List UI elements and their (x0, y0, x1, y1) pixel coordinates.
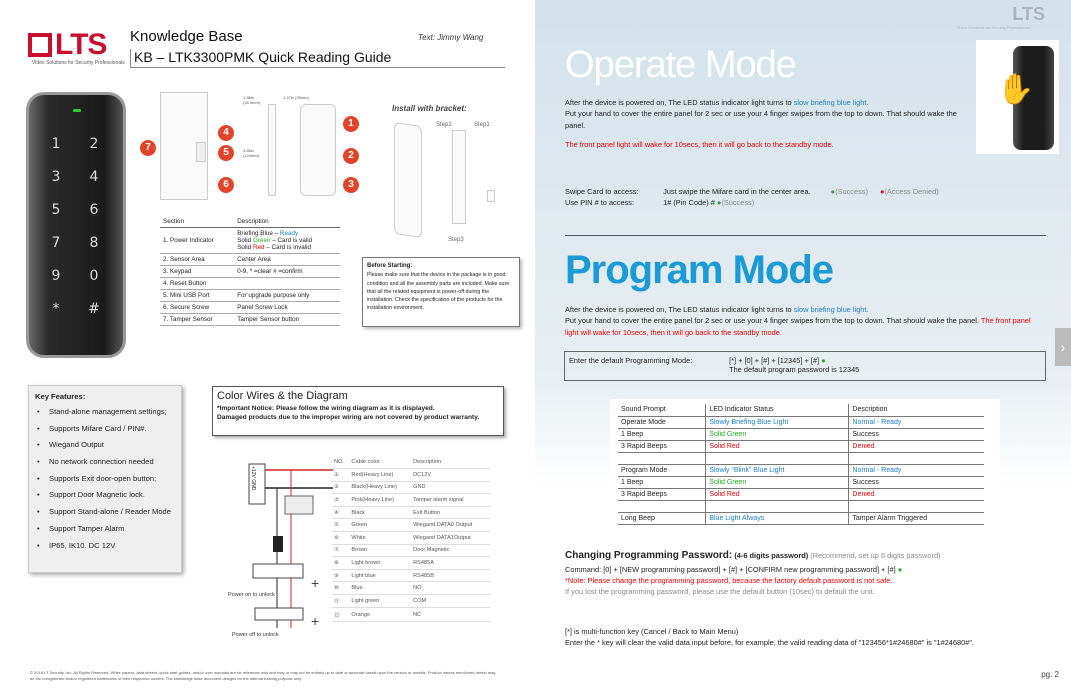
wire-color: Light brown (349, 557, 411, 570)
feature-item: • Wiegand Output (35, 440, 175, 449)
desc-cell: Normal - Ready (849, 464, 984, 476)
page-number: pg. 2 (1041, 670, 1059, 679)
bracket-title: Install with bracket: (392, 104, 467, 113)
wire-th: Description (411, 456, 490, 469)
spec-desc: For upgrade purpose only (234, 290, 340, 302)
sound-th: Description (849, 404, 984, 416)
pm-warning: The front panel light will wake for 10secs, then it will go back to the standby mode. (565, 316, 1031, 337)
feature-item: • IP65, IK10. DC 12V (35, 541, 175, 550)
wire-color: Black (349, 506, 411, 519)
operate-mode-heading: Operate Mode (565, 44, 796, 86)
feature-item: • Support Tamper Alarm (35, 524, 175, 533)
led-cell: Solid Green (706, 476, 849, 488)
sound-cell: Long Beep (618, 512, 706, 524)
spec-section: 7. Tamper Sensor (160, 314, 234, 326)
sound-th: Sound Prompt (618, 404, 706, 416)
step2-label: Step2 (436, 122, 452, 128)
callout-5: 5 (218, 145, 234, 161)
desc-cell (849, 500, 984, 512)
pm-highlight: slow briefing blue light (793, 305, 867, 314)
spec-section: 6. Secure Screw (160, 302, 234, 314)
callout-3: 3 (343, 177, 359, 193)
features-list (35, 407, 175, 550)
psu-label: +12V GND (250, 466, 256, 491)
key: # (88, 301, 100, 317)
side-view-drawing (268, 104, 276, 196)
desc-line: Briefing Blue – Ready (237, 230, 299, 237)
sound-cell: Operate Mode (618, 416, 706, 428)
spec-section: 2. Sensor Area (160, 254, 234, 266)
lts-logo-faded: LTS (1012, 4, 1045, 24)
usb-port-drawing (196, 142, 206, 162)
green-led-icon: ● (821, 356, 826, 365)
key-features-box (28, 385, 182, 573)
kb-subtitle: KB – LTK3300PMK Quick Reading Guide (130, 49, 505, 68)
chg-cmd: Command: [0] + [NEW programming password] + [#] + [CONFIRM new programming password] + [#] (565, 564, 896, 574)
device-keypad (37, 135, 117, 333)
chg-note: *Note: Please change the programming password, because the factory default password is not safe. (565, 575, 893, 585)
step3-label: Step3 (448, 237, 464, 243)
th-section: Section (160, 216, 234, 228)
chg-heading (565, 548, 1055, 564)
op-line-1: After the device is powered on, The LED status indicator light turns to slow briefing blue light. (565, 98, 869, 107)
right-page (535, 0, 1071, 696)
swipe-label: Swipe Card to access: (565, 187, 639, 196)
plus-sign: + (311, 613, 320, 629)
desc-cell: Denied (849, 488, 984, 500)
led-cell: Slowly “Blink” Blue Light (706, 464, 849, 476)
wire-color: Black(Heavy Line) (349, 481, 411, 494)
wire-no: ⑦ (332, 544, 349, 557)
sound-cell: 3 Rapid Beeps (618, 488, 706, 500)
key: 8 (89, 235, 99, 251)
sound-th: LED Indicator Status (706, 404, 849, 416)
pin-line (565, 197, 1035, 208)
green-led-icon: ● (830, 187, 836, 196)
wire-desc: NC (411, 608, 490, 621)
wire-desc: Tamper alarm signal (411, 494, 490, 507)
before-starting-box (362, 257, 520, 327)
bracket-plate-drawing (452, 130, 466, 224)
wire-color: Blue (349, 582, 411, 595)
desc-line: Solid Red – Card is invalid (237, 244, 312, 251)
power-on-label: Power on to unlock (228, 592, 275, 598)
star-key-section (565, 626, 1065, 649)
spec-table (160, 216, 340, 326)
wire-color: Pink(Heavy Line) (349, 494, 411, 507)
program-mode-heading: Program Mode (565, 248, 834, 292)
wire-color: Green (349, 519, 411, 532)
feature-item: • Support Door Magnetic lock. (35, 490, 175, 499)
before-text: Please make sure that the device in the package is in good condition and all the assembly parts are included. Make sure that all the related equipment is power-off during the installation. Check the specification of the products for the installation environment. (367, 272, 510, 312)
wires-title: Color Wires & the Diagram (217, 390, 348, 402)
star-title: [*] is multi-function key (Cancel / Back to Main Menu) (565, 627, 739, 636)
callout-6: 6 (218, 177, 234, 193)
sound-cell: 1 Beep (618, 476, 706, 488)
kb-title: Knowledge Base (130, 28, 243, 45)
wire-desc: Wiegand DATA1Output (411, 532, 490, 545)
lock-on (253, 564, 303, 578)
sound-table-card (610, 399, 1000, 525)
swipe-text: Just swipe the Mifare card in the center area. (663, 187, 811, 196)
spec-section: 4. Reset Button (160, 278, 234, 290)
desc-cell: Normal - Ready (849, 416, 984, 428)
spec-section: 3. Keypad (160, 266, 234, 278)
denied-text: (Access Denied) (884, 187, 939, 196)
divider (565, 235, 1046, 236)
wire-table (332, 456, 490, 622)
wire-no: ⑥ (332, 532, 349, 545)
exit-button-box (285, 496, 313, 514)
dim-height: 4.88in (124mm) (243, 148, 260, 158)
sound-table (618, 404, 984, 525)
before-title: Before Starting: (367, 263, 413, 269)
wire-desc: COM (411, 595, 490, 608)
wire-desc: Exit Button (411, 506, 490, 519)
logo-tagline-faded: Video Solutions for Security Professionals (956, 25, 1031, 30)
desc-cell: Tamper Alarm Triggered (849, 512, 984, 524)
green-led-icon: ● (716, 198, 722, 208)
program-text (565, 304, 1035, 338)
op-line-3: The front panel light will wake for 10secs, then it will go back to the standby mode. (565, 140, 834, 150)
wire-color: Orange (349, 608, 411, 621)
wire-color: Light blue (349, 569, 411, 582)
features-title: Key Features: (35, 392, 86, 401)
front-outline-drawing (300, 104, 336, 196)
plus-sign: + (311, 575, 320, 591)
spec-desc: Center Area (234, 254, 340, 266)
pm-text: After the device is powered on, The LED status indicator light turns to (565, 305, 794, 314)
enter-keys-block (729, 356, 859, 374)
wire-no: ⑩ (332, 582, 349, 595)
dim-width: 1.38in (34.9mm) (243, 95, 261, 105)
desc-cell (849, 452, 984, 464)
wires-note (217, 405, 499, 423)
key: 4 (89, 169, 99, 185)
key: 0 (89, 268, 99, 284)
wire-desc: RS485B (411, 569, 490, 582)
author-text: Text: Jimmy Wang (418, 33, 484, 42)
op-highlight: slow briefing blue light (793, 98, 867, 107)
bracket-screw-drawing (487, 190, 495, 202)
th-description: Description (234, 216, 340, 228)
sound-cell (618, 452, 706, 464)
feature-item: • Stand-alone management settings; (35, 407, 175, 416)
led-cell: Solid Red (706, 440, 849, 452)
wire-no: ⑫ (332, 608, 349, 621)
dim-depth: 1.37in (35mm) (283, 95, 309, 100)
enter-program-box (564, 351, 1046, 381)
green-led-icon: ● (897, 564, 903, 574)
pm-text: Put your hand to cover the entire panel for 2 sec or use your 4 finger swipes from the top to down. That should wake the panel. (565, 316, 979, 326)
key: 7 (51, 235, 61, 251)
wire-desc: Wiegand DATA0 Output (411, 519, 490, 532)
spec-desc: 0-9, * =clear # =confirm (234, 266, 340, 278)
lock-off (255, 608, 303, 620)
led-cell: Solid Green (706, 428, 849, 440)
wire-desc: DC12V (411, 469, 490, 482)
device-image (26, 92, 126, 358)
op-line-2: Put your hand to cover the entire panel for 2 sec or use your 4 finger swipes from the top to down. That should wake the panel. (565, 109, 957, 130)
legal-footer: © 2018 LT Security, Inc. All Rights Reserved. White papers, data sheets, quick start guides, and/or user manuals are for reference only and may or may not be entirely up to date or accurate based upon the version or models. Product names mentioned herein may be the unregistered and/or registered trademarks of their respective owners. The knowledge base document designs for the internal training purpose only. (30, 670, 496, 681)
sound-cell: 3 Rapid Beeps (618, 440, 706, 452)
wires-box (212, 386, 504, 436)
wire-no: ⑤ (332, 519, 349, 532)
spec-desc: Tamper Sensor button (234, 314, 340, 326)
enter-label: Enter the default Programming Mode: (569, 356, 693, 365)
wire-no: ⑨ (332, 569, 349, 582)
wire-no: ⑪ (332, 595, 349, 608)
wire-th: Cable color (349, 456, 411, 469)
next-page-arrow[interactable]: › (1055, 328, 1071, 366)
wire-desc: NO (411, 582, 490, 595)
success-text: (Success) (721, 198, 755, 208)
led-cell (706, 452, 849, 464)
door-magnet (273, 536, 283, 552)
sound-cell: Program Mode (618, 464, 706, 476)
key: 2 (89, 136, 99, 152)
wire-color: White (349, 532, 411, 545)
success-text: (Success) (835, 187, 868, 196)
spec-desc: Panel Screw Lock (234, 302, 340, 314)
wire-desc: Door Magnetic (411, 544, 490, 557)
wire-desc: GND (411, 481, 490, 494)
operate-text (565, 97, 965, 151)
star-text: Enter the * key will clear the valid data input before, for example, the valid reading data of "123456*1#24680#" is "1#24680#". (565, 638, 975, 648)
key: 3 (51, 169, 61, 185)
desc-cell: Success (849, 428, 984, 440)
swipe-line (565, 186, 1035, 197)
wire-no: ③ (332, 494, 349, 507)
spec-section: 5. Mini USB Port (160, 290, 234, 302)
key: 5 (51, 202, 61, 218)
wire-no: ② (332, 481, 349, 494)
pm-line-2 (565, 315, 1035, 338)
wire-desc: RS485A (411, 557, 490, 570)
bracket-device-drawing (394, 122, 422, 238)
hand-icon: ✋ (997, 73, 1035, 106)
desc-cell: Denied (849, 440, 984, 452)
pin-text: 1# (Pin Code) # (663, 198, 715, 208)
callout-4: 4 (218, 125, 234, 141)
led-cell: Blue Light Always (706, 512, 849, 524)
key: 6 (89, 202, 99, 218)
sound-cell: 1 Beep (618, 428, 706, 440)
callout-7: 7 (140, 140, 156, 156)
led-cell: Solid Red (706, 488, 849, 500)
key: 1 (51, 136, 61, 152)
desc-cell: Success (849, 476, 984, 488)
wire-th: NO. (332, 456, 349, 469)
wire-no: ④ (332, 506, 349, 519)
default-pw: The default program password is 12345 (729, 365, 860, 374)
feature-item: • Support Stand-alone / Reader Mode (35, 507, 175, 516)
led-cell (706, 500, 849, 512)
chg-rec: (Recommend, set up 6 digits password) (810, 551, 941, 560)
chg-digits: (4-6 digits password) (734, 551, 809, 560)
red-led-icon: ● (880, 187, 885, 196)
spec-section: 1. Power Indicator (160, 228, 234, 254)
spec-desc (234, 228, 340, 254)
feature-item: • Supports Mifare Card / PIN#. (35, 424, 175, 433)
power-led (73, 109, 81, 112)
power-off-label: Power off to unlock (232, 632, 279, 638)
wire-color: Light green (349, 595, 411, 608)
chg-cmd-line (565, 564, 1055, 575)
logo-tagline: Video Solutions for Security Professionals (32, 60, 125, 66)
op-text: After the device is powered on, The LED status indicator light turns to (565, 98, 794, 107)
callout-2: 2 (343, 148, 359, 164)
wires-note-1: *Important Notice: Please follow the wiring diagram as it is displayed. (217, 405, 435, 412)
wire-color: Brown (349, 544, 411, 557)
desc-line: Solid Green – Card is valid (237, 237, 313, 244)
pin-label: Use PIN # to access: (565, 198, 635, 208)
wires-note-2: Damaged products due to the improper wiring are not covered by product warranty. (217, 413, 480, 421)
key: 9 (51, 268, 61, 284)
sound-cell (618, 500, 706, 512)
left-page (0, 0, 535, 696)
change-password-section (565, 548, 1055, 598)
wire-color: Red(Heavy Line) (349, 469, 411, 482)
wire-no: ⑧ (332, 557, 349, 570)
feature-item: • No network connection needed (35, 457, 175, 466)
chg-lost: If you lost the programming password, please use the default button (10sec) to default the unit. (565, 587, 875, 597)
led-cell: Slowly Briefing Blue Light (706, 416, 849, 428)
enter-keys: [*] + [0] + [#] + [12345] + [#] (729, 356, 820, 365)
feature-item: • Supports Exit door-open button; (35, 474, 175, 483)
step1-label: Step1 (474, 122, 490, 128)
access-methods (565, 186, 1035, 209)
wire-no: ① (332, 469, 349, 482)
spec-desc (234, 278, 340, 290)
lts-logo: LTS (28, 28, 106, 62)
wiring-diagram (225, 448, 335, 648)
pm-line-1: After the device is powered on, The LED status indicator light turns to slow briefing blue light. (565, 305, 869, 314)
chg-title: Changing Programming Password: (565, 550, 733, 561)
callout-1: 1 (343, 116, 359, 132)
key: * (52, 301, 60, 317)
